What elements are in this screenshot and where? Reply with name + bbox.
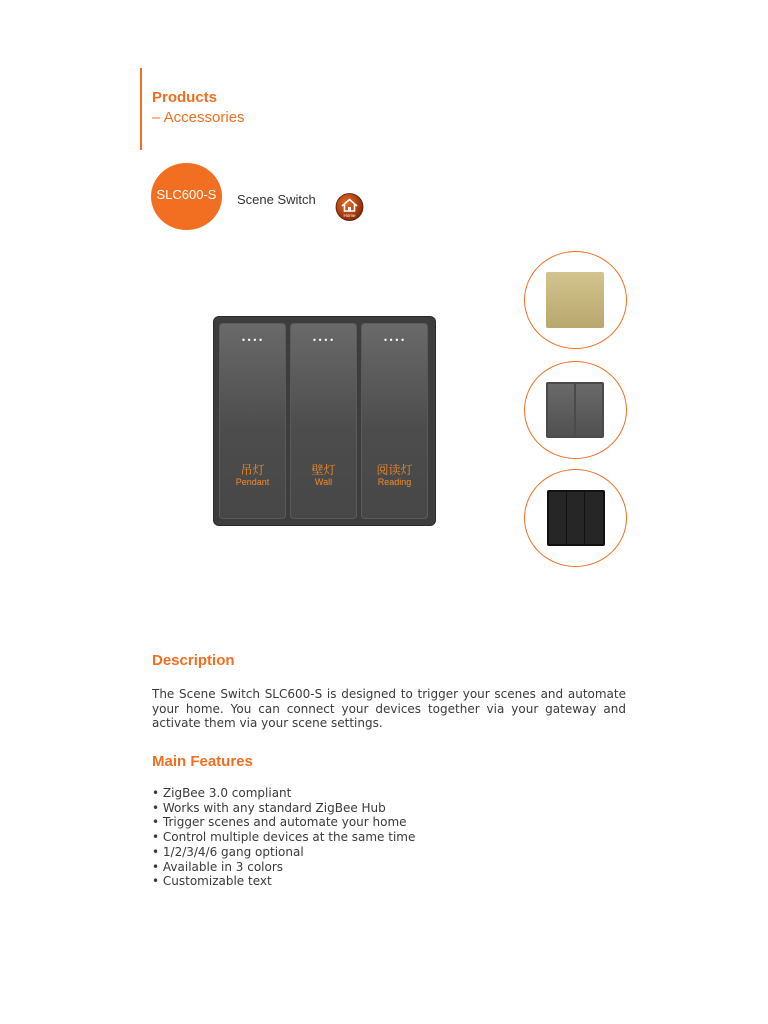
gang-pendant	[219, 323, 286, 519]
gang-label-cn: 壁灯	[311, 463, 336, 477]
model-label: SLC600-S	[156, 186, 217, 202]
description-text: The Scene Switch SLC600-S is designed to trigger your scenes and automate your home. You can connect your devices together via your gateway and activate them via your scene settings.	[152, 687, 626, 730]
grey-switch-image	[546, 382, 604, 438]
indicator-dots: ••••	[241, 336, 264, 345]
black-variant-thumbnail	[524, 469, 627, 567]
gold-variant-thumbnail	[524, 251, 627, 349]
gang-label-cn: 阅读灯	[376, 463, 413, 477]
home-icon-label: Home	[343, 213, 356, 218]
gang-label-en: Pendant	[235, 477, 270, 487]
description-heading: Description	[152, 652, 235, 669]
features-list	[152, 786, 415, 889]
model-badge	[151, 163, 222, 230]
gold-switch-image	[546, 272, 604, 328]
list-item: • Customizable text	[152, 874, 272, 889]
header-accent-line	[140, 68, 142, 150]
black-switch-image	[547, 490, 605, 546]
indicator-dots: ••••	[312, 336, 335, 345]
gang-label-en: Reading	[377, 477, 412, 487]
list-item: • Trigger scenes and automate your home	[152, 815, 407, 830]
features-heading: Main Features	[152, 753, 253, 770]
page-title: Products	[152, 89, 218, 106]
list-item: • Control multiple devices at the same time	[152, 830, 416, 845]
list-item: • Works with any standard ZigBee Hub	[152, 800, 386, 815]
gang-reading	[361, 323, 428, 519]
product-name: Scene Switch	[237, 192, 316, 207]
gang-label-cn: 吊灯	[240, 463, 265, 477]
scene-switch-image	[214, 317, 435, 525]
gang-wall	[290, 323, 357, 519]
home-icon	[334, 192, 365, 221]
indicator-dots: ••••	[383, 336, 406, 345]
grey-variant-thumbnail	[524, 361, 627, 459]
list-item: • ZigBee 3.0 compliant	[152, 786, 292, 800]
list-item: • Available in 3 colors	[152, 859, 284, 874]
gang-label-en: Wall	[314, 477, 333, 487]
list-item: • 1/2/3/4/6 gang optional	[152, 844, 304, 859]
page-subtitle: – Accessories	[152, 109, 245, 126]
